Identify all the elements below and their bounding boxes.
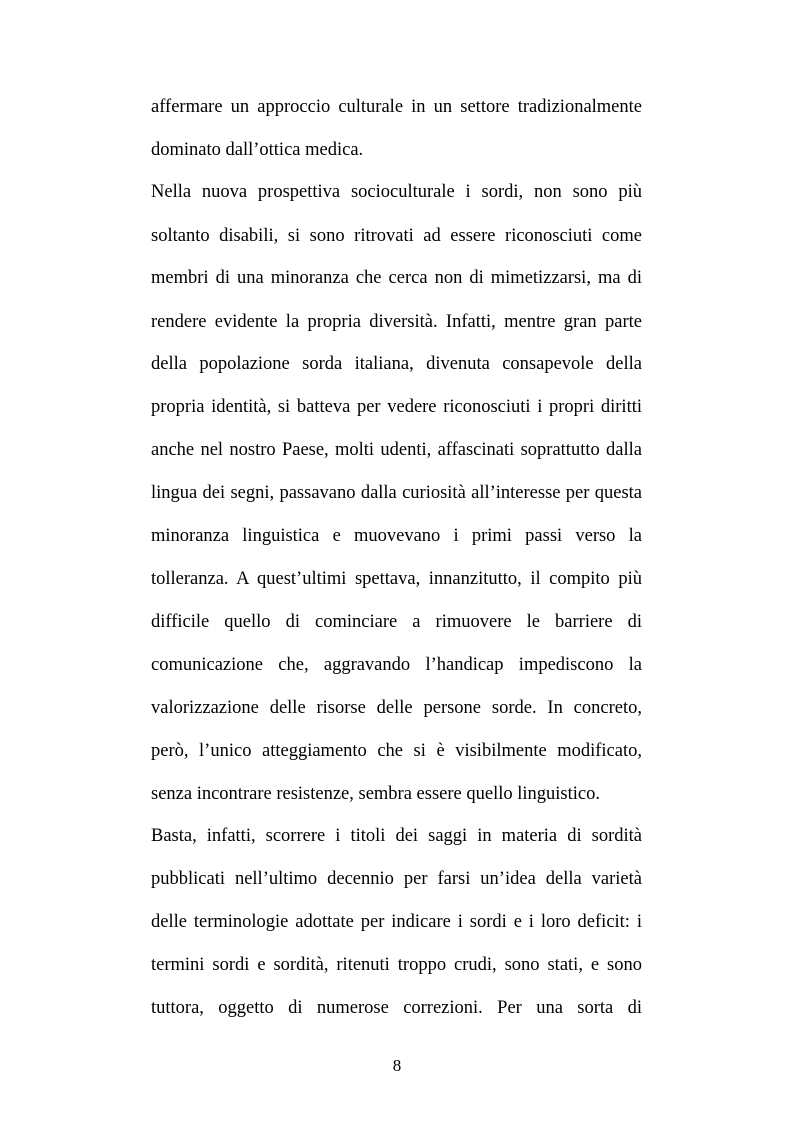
text-line: tolleranza. A quest’ultimi spettava, innanzitutto, il compito più [151,569,642,589]
text-line: soltanto disabili, si sono ritrovati ad essere riconosciuti come [151,226,642,246]
text-line: anche nel nostro Paese, molti udenti, affascinati soprattutto dalla [151,440,642,460]
text-line: lingua dei segni, passavano dalla curiosità all’interesse per questa [151,483,642,503]
text-line: termini sordi e sordità, ritenuti troppo crudi, sono stati, e sono [151,955,642,975]
text-line: delle terminologie adottate per indicare i sordi e i loro deficit: i [151,912,642,932]
text-line: pubblicati nell’ultimo decennio per farsi un’idea della varietà [151,869,642,889]
text-line: tuttora, oggetto di numerose correzioni. Per una sorta di [151,998,642,1018]
text-line: senza incontrare resistenze, sembra essere quello linguistico. [151,784,600,804]
page-number: 8 [392,1056,402,1075]
text-line: comunicazione che, aggravando l’handicap impediscono la [151,655,642,675]
text-line: rendere evidente la propria diversità. Infatti, mentre gran parte [151,312,642,332]
text-line: della popolazione sorda italiana, divenuta consapevole della [151,354,642,374]
text-line: Nella nuova prospettiva socioculturale i sordi, non sono più [151,182,642,202]
text-line: Basta, infatti, scorrere i titoli dei saggi in materia di sordità [151,826,642,846]
text-line: dominato dall’ottica medica. [151,140,364,160]
text-line: minoranza linguistica e muovevano i primi passi verso la [151,526,642,546]
text-line: valorizzazione delle risorse delle persone sorde. In concreto, [151,698,642,718]
text-line: affermare un approccio culturale in un settore tradizionalmente [151,97,642,117]
text-line: propria identità, si batteva per vedere riconosciuti i propri diritti [151,397,642,417]
text-line: difficile quello di cominciare a rimuovere le barriere di [151,612,642,632]
text-line: membri di una minoranza che cerca non di mimetizzarsi, ma di [151,268,642,288]
text-line: però, l’unico atteggiamento che si è visibilmente modificato, [151,741,642,761]
